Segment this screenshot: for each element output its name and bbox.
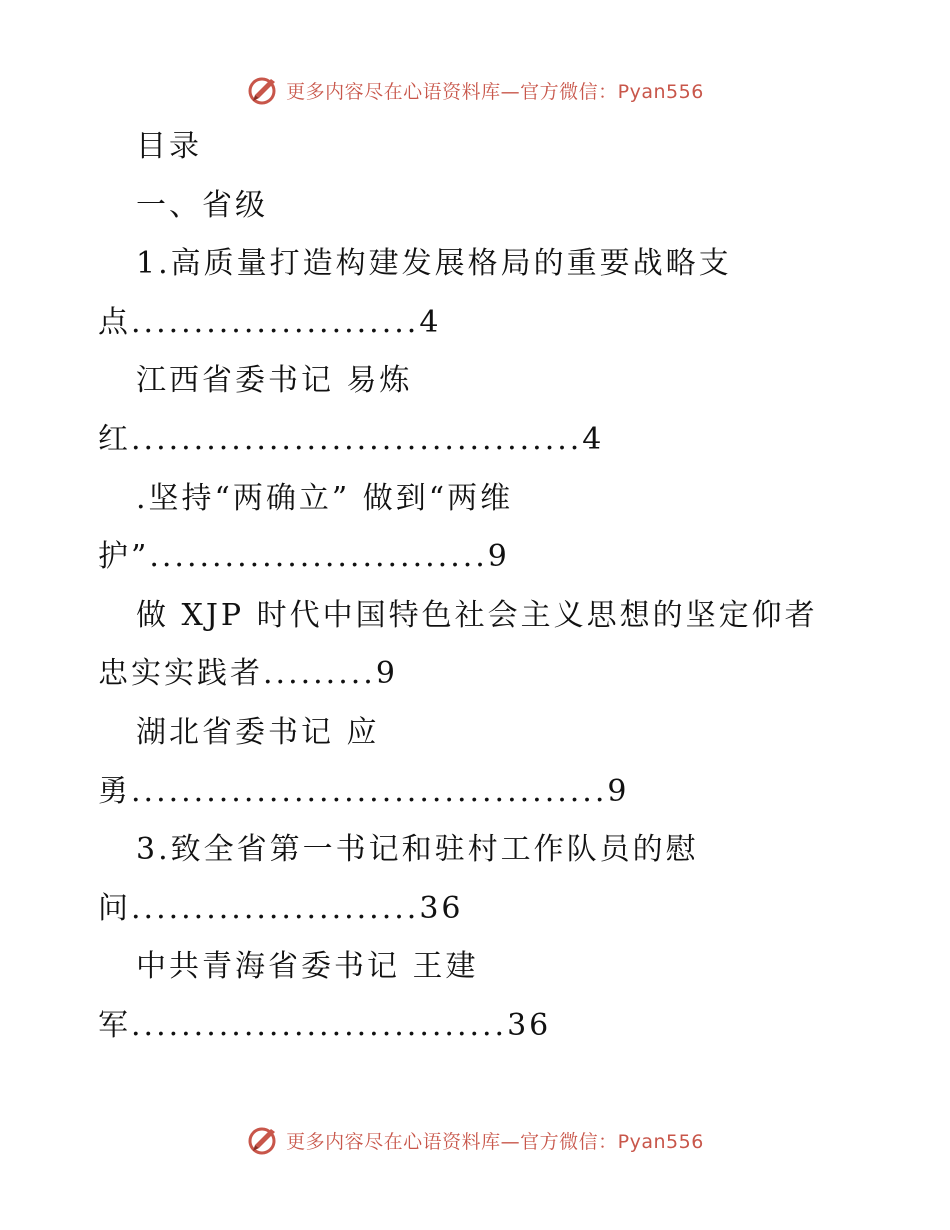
toc-line: 中共青海省委书记 王建	[136, 949, 479, 985]
toc-line: .坚持“两确立” 做到“两维	[136, 480, 514, 516]
watermark-text: 更多内容尽在心语资料库—官方微信：Pyan556	[286, 80, 704, 103]
header-watermark	[0, 70, 950, 110]
watermark-text: 更多内容尽在心语资料库—官方微信：Pyan556	[286, 1130, 704, 1153]
toc-line: 点.......................4	[98, 304, 442, 340]
toc-line: 军..............................36	[98, 1007, 552, 1043]
toc-line: 目录	[136, 129, 202, 164]
toc-line: 一、省级	[136, 187, 268, 223]
table-of-contents	[98, 118, 858, 1056]
pen-circle-logo-icon	[246, 73, 280, 107]
toc-line: 江西省委书记 易炼	[136, 363, 413, 399]
toc-line: 红....................................4	[98, 421, 605, 457]
toc-line: 问.......................36	[98, 890, 464, 926]
toc-line: 护”...........................9	[98, 539, 510, 575]
toc-line: 3.致全省第一书记和驻村工作队员的慰	[136, 832, 699, 868]
toc-line: 做 XJP 时代中国特色社会主义思想的坚定仰者	[136, 597, 818, 633]
pen-circle-logo-icon	[246, 1123, 280, 1157]
toc-line: 1.高质量打造构建发展格局的重要战略支	[136, 246, 732, 282]
toc-line: 勇......................................9	[98, 773, 630, 809]
toc-line: 忠实实践者.........9	[98, 656, 398, 692]
toc-line: 湖北省委书记 应	[136, 714, 380, 750]
footer-watermark	[0, 1120, 950, 1160]
